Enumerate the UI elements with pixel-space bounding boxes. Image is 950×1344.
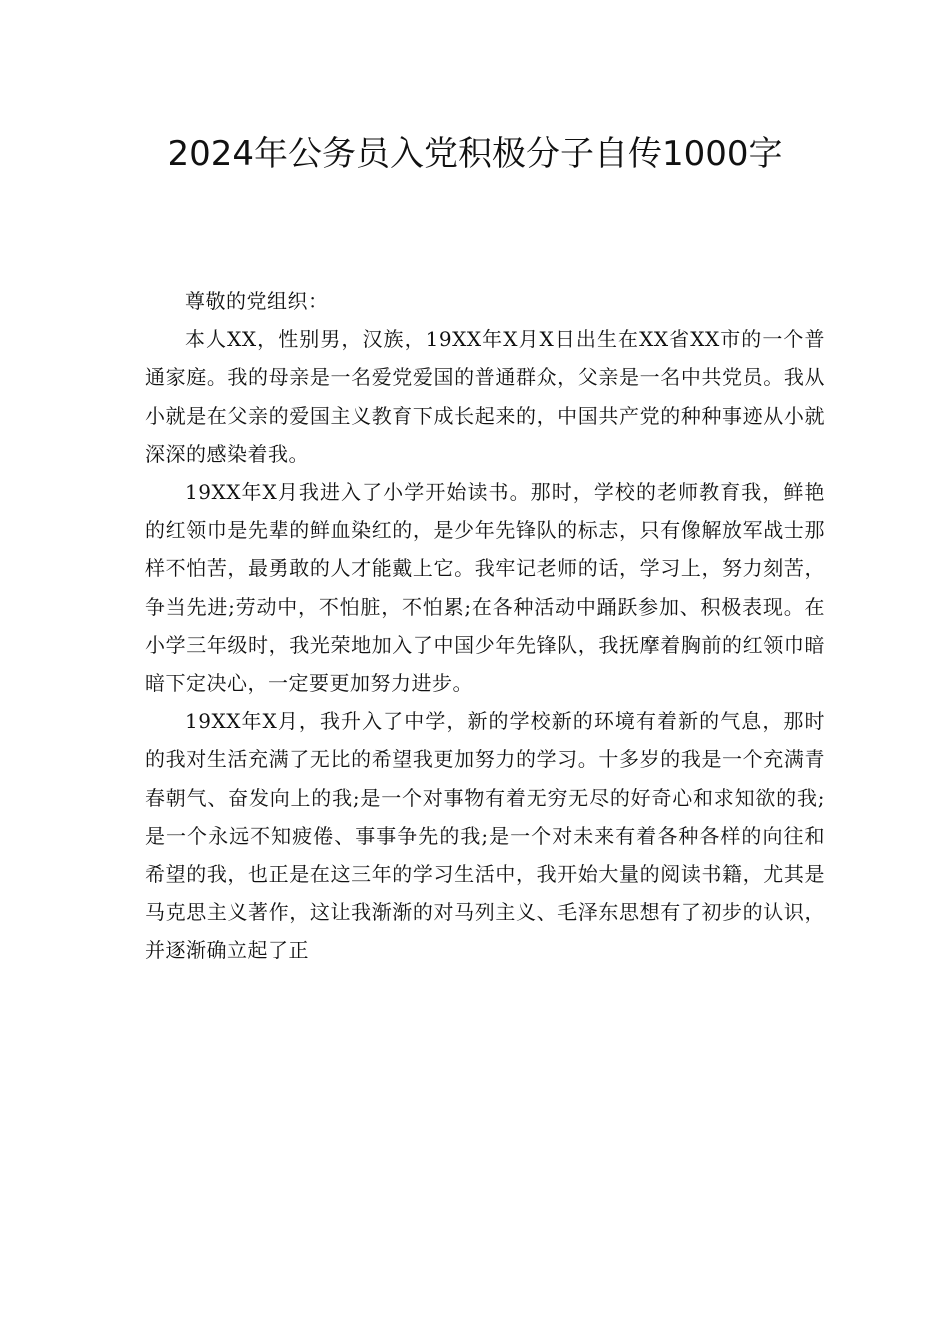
salutation: 尊敬的党组织： xyxy=(185,289,329,313)
paragraph-1: 本人XX，性别男，汉族，19XX年X月X日出生在XX省XX市的一个普通家庭。我的母亲是一名爱党爱国的普通群众，父亲是一名中共党员。我从小就是在父亲的爱国主义教育下成长起来的，中国共产党的种种事迹从小就深深的感染着我。 xyxy=(145,327,825,466)
document-body xyxy=(145,282,825,970)
paragraph-3: 19XX年X月，我升入了中学，新的学校新的环境有着新的气息，那时的我对生活充满了无比的希望我更加努力的学习。十多岁的我是一个充满青春朝气、奋发向上的我;是一个对事物有着无穷无尽的好奇心和求知欲的我;是一个永远不知疲倦、事事争先的我;是一个对未来有着各种各样的向往和希望的我，也正是在这三年的学习生活中，我开始大量的阅读书籍，尤其是马克思主义著作，这让我渐渐的对马列主义、毛泽东思想有了初步的认识，并逐渐确立起了正 xyxy=(145,709,825,963)
document-title: 2024年公务员入党积极分子自传1000字 xyxy=(167,134,783,174)
paragraph-2: 19XX年X月我进入了小学开始读书。那时，学校的老师教育我，鲜艳的红领巾是先辈的鲜血染红的，是少年先锋队的标志，只有像解放军战士那样不怕苦，最勇敢的人才能戴上它。我牢记老师的话，学习上，努力刻苦，争当先进;劳动中，不怕脏，不怕累;在各种活动中踊跃参加、积极表现。在小学三年级时，我光荣地加入了中国少年先锋队，我抚摩着胸前的红领巾暗暗下定决心，一定要更加努力进步。 xyxy=(145,480,825,696)
